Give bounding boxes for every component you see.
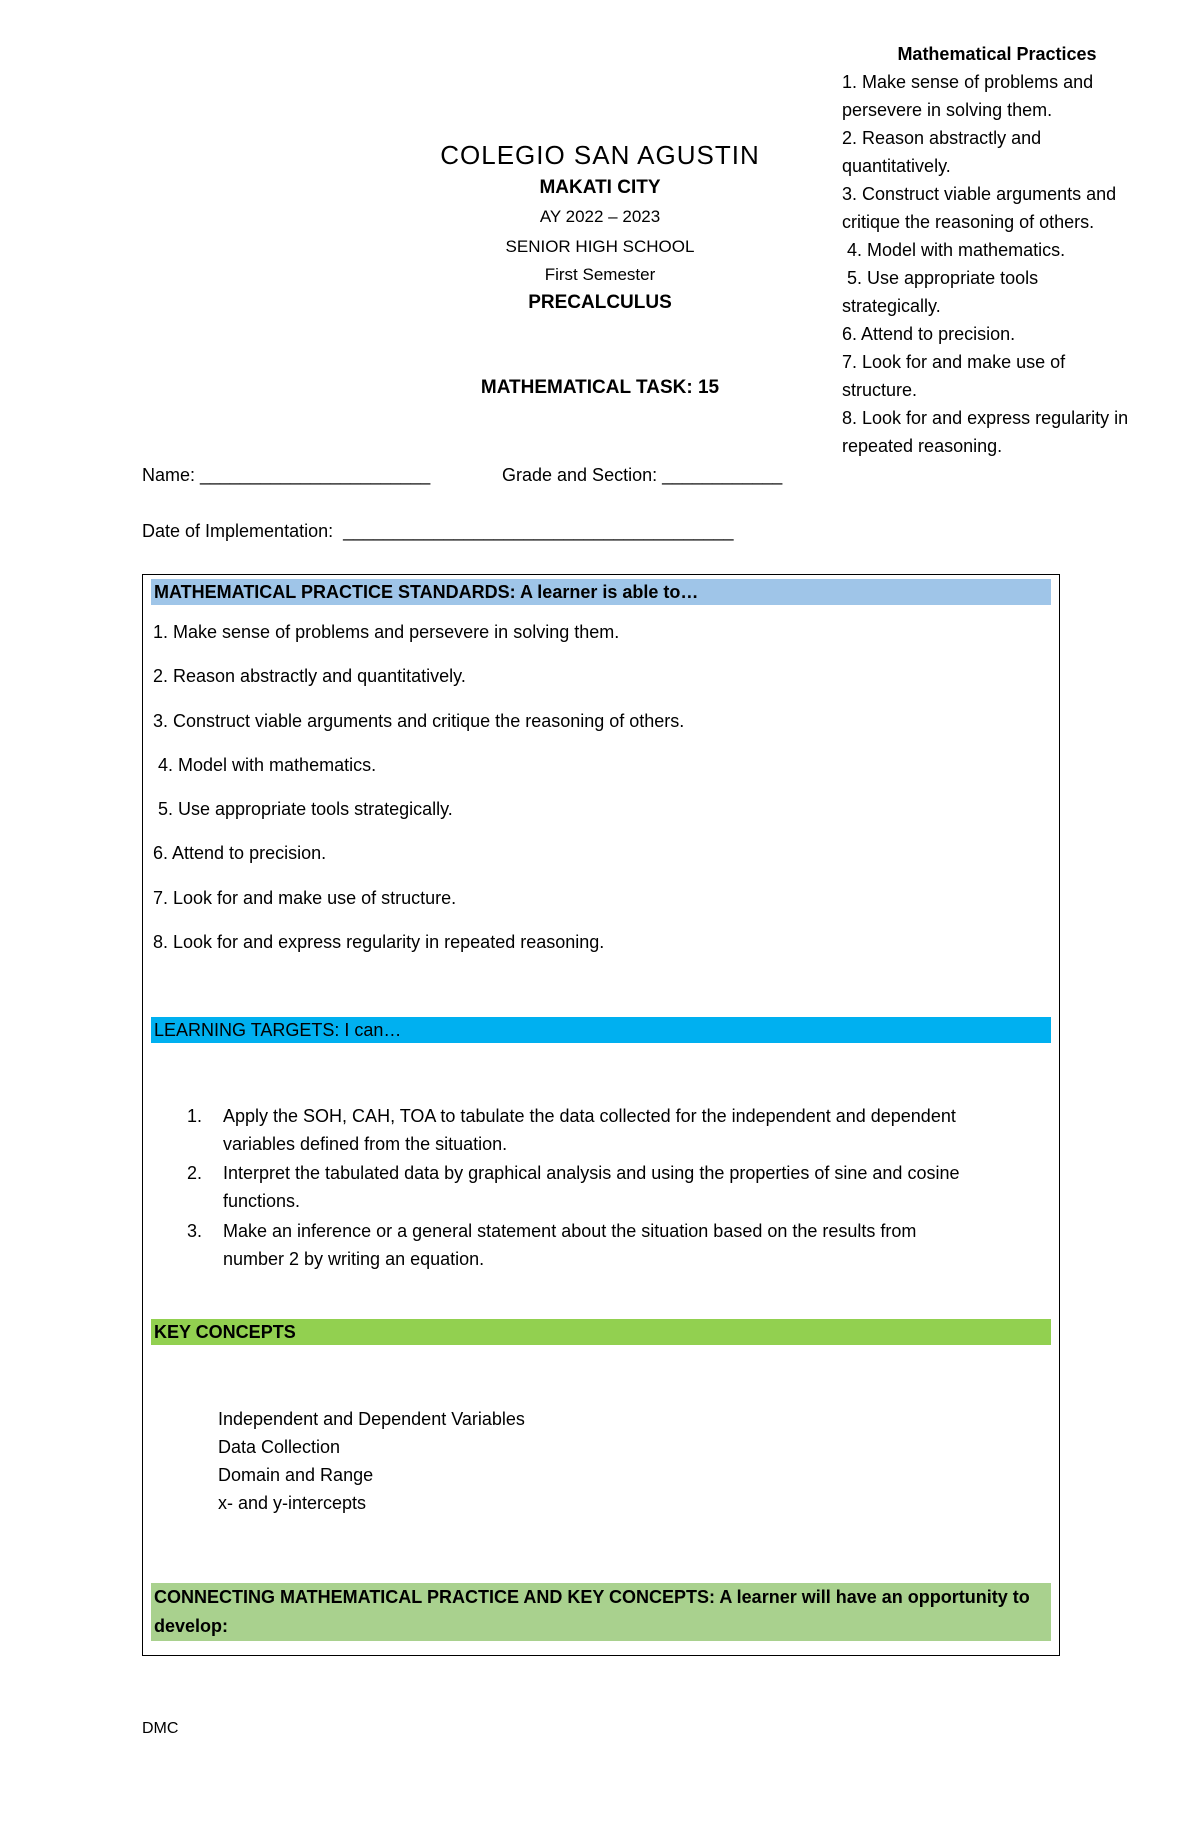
- standard-item: 6. Attend to precision.: [153, 843, 327, 863]
- sidebar-line: strategically.: [842, 296, 941, 316]
- standard-item: 2. Reason abstractly and quantitatively.: [153, 666, 466, 686]
- target-item: Apply the SOH, CAH, TOA to tabulate the data collected for the independent and dependent variables defined from the situation.: [223, 1106, 956, 1154]
- concept-item: x- and y-intercepts: [218, 1493, 367, 1513]
- academic-year: AY 2022 – 2023: [539, 207, 661, 226]
- standard-item: 7. Look for and make use of structure.: [153, 888, 457, 908]
- sidebar-line: critique the reasoning of others.: [842, 212, 1095, 232]
- department: SENIOR HIGH SCHOOL: [505, 237, 695, 256]
- school-name: COLEGIO SAN AGUSTIN: [440, 140, 760, 170]
- standard-item: 5. Use appropriate tools strategically.: [153, 799, 453, 819]
- sidebar-line: structure.: [842, 380, 918, 400]
- sidebar-line: 2. Reason abstractly and: [842, 128, 1042, 148]
- concept-item: Independent and Dependent Variables: [218, 1409, 525, 1429]
- task-title: MATHEMATICAL TASK: 15: [480, 377, 720, 398]
- target-number: 3.: [187, 1221, 203, 1241]
- subject: PRECALCULUS: [528, 292, 672, 313]
- sidebar-line: 8. Look for and express regularity in: [842, 408, 1129, 428]
- footer-initials: DMC: [142, 1720, 179, 1737]
- sidebar-practices: [842, 40, 1172, 460]
- city: MAKATI CITY: [539, 177, 661, 198]
- concepts-heading: KEY CONCEPTS: [151, 1319, 1051, 1345]
- standard-item: 8. Look for and express regularity in repeated reasoning.: [153, 932, 605, 952]
- task-box: [142, 574, 1060, 1656]
- name-field[interactable]: Name: _______________________: [142, 465, 431, 485]
- target-number: 2.: [187, 1163, 203, 1183]
- sidebar-line: 1. Make sense of problems and: [842, 72, 1094, 92]
- sidebar-line: repeated reasoning.: [842, 436, 1003, 456]
- standard-item: 3. Construct viable arguments and critique the reasoning of others.: [153, 711, 685, 731]
- target-item: Make an inference or a general statement about the situation based on the results from number 2 by writing an equation.: [223, 1221, 917, 1269]
- target-number: 1.: [187, 1106, 203, 1126]
- standard-item: 1. Make sense of problems and persevere in solving them.: [153, 622, 620, 642]
- standard-item: 4. Model with mathematics.: [153, 755, 377, 775]
- sidebar-line: 7. Look for and make use of: [842, 352, 1066, 372]
- date-field[interactable]: Date of Implementation: _______________________________________: [142, 521, 734, 541]
- sidebar-line: persevere in solving them.: [842, 100, 1053, 120]
- concept-item: Domain and Range: [218, 1465, 374, 1485]
- sidebar-line: 6. Attend to precision.: [842, 324, 1016, 344]
- grade-section-field[interactable]: Grade and Section: ____________: [502, 465, 783, 485]
- targets-heading: LEARNING TARGETS: I can…: [151, 1017, 1051, 1043]
- sidebar-heading: Mathematical Practices: [897, 44, 1097, 64]
- sidebar-line: 4. Model with mathematics.: [842, 240, 1066, 260]
- sidebar-line: 5. Use appropriate tools: [842, 268, 1039, 288]
- sidebar-line: quantitatively.: [842, 156, 951, 176]
- concept-item: Data Collection: [218, 1437, 341, 1457]
- connecting-heading: CONNECTING MATHEMATICAL PRACTICE AND KEY CONCEPTS: A learner will have an opportunity to develop:: [151, 1583, 1051, 1641]
- semester: First Semester: [544, 265, 656, 284]
- sidebar-line: 3. Construct viable arguments and: [842, 184, 1117, 204]
- standards-heading: MATHEMATICAL PRACTICE STANDARDS: A learner is able to…: [151, 579, 1051, 605]
- target-item: Interpret the tabulated data by graphical analysis and using the properties of sine and cosine functions.: [223, 1163, 960, 1211]
